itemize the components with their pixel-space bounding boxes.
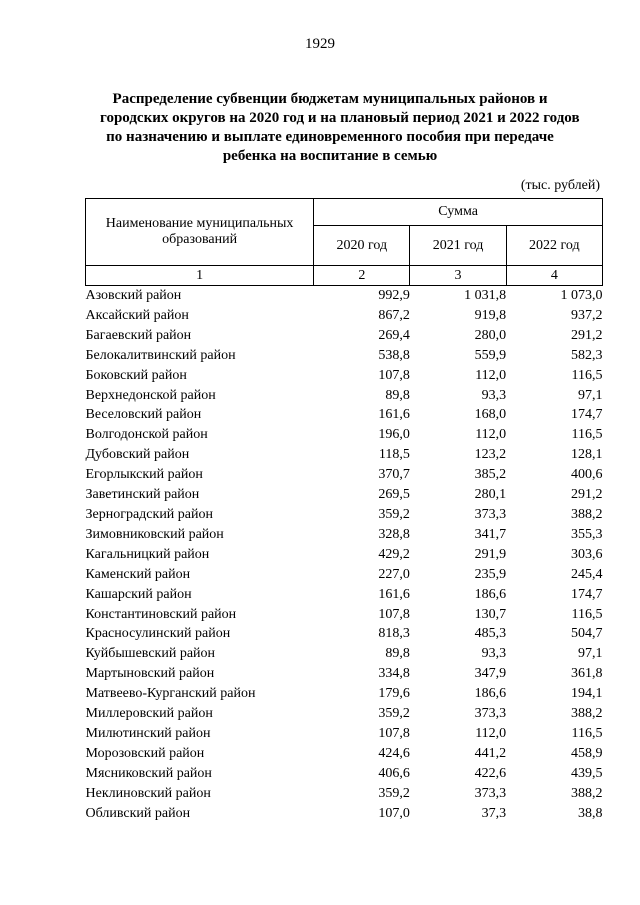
value-2020: 107,8 [378,367,410,383]
value-2021: 112,0 [475,725,507,741]
table-row [86,405,603,425]
municipality-name: Мартыновский район [85,666,215,682]
subvention-table [85,198,603,823]
value-2022: 116,5 [571,367,603,383]
value-2020: 107,0 [378,805,410,821]
value-2021: 373,3 [474,785,507,801]
value-2022: 582,3 [571,347,603,363]
value-2020: 538,8 [378,347,410,363]
units-note: (тыс. рублей) [520,178,600,193]
value-2020: 179,6 [378,686,410,702]
header-year-2022: 2022 год [506,226,602,266]
value-2020: 89,8 [385,387,410,403]
value-2020: 161,6 [378,586,410,602]
value-2022: 245,4 [571,566,603,582]
table-row [86,764,603,784]
value-2020: 406,6 [378,765,410,781]
municipality-name: Боковский район [85,367,187,383]
value-2020: 359,2 [378,785,410,801]
value-2021: 235,9 [474,566,507,582]
table-row [86,565,603,585]
value-2022: 400,6 [571,467,603,483]
value-2021: 422,6 [474,765,507,781]
table-row [86,704,603,724]
table-row [86,724,603,744]
value-2022: 194,1 [571,686,603,702]
value-2021: 919,8 [474,307,507,323]
table-row [86,366,603,386]
value-2021: 280,1 [474,487,507,503]
value-2020: 867,2 [378,307,410,323]
value-2022: 116,5 [571,606,603,622]
value-2020: 818,3 [378,626,410,642]
municipality-name: Неклиновский район [85,785,211,801]
municipality-name: Каменский район [85,566,191,582]
municipality-name: Зимовниковский район [85,526,224,542]
value-2022: 291,2 [571,327,603,343]
table-row [86,505,603,525]
value-2021: 123,2 [474,447,507,463]
value-2021: 93,3 [481,646,507,662]
title-line: Распределение субвенции бюджетам муниципальных районов и [112,91,548,107]
municipality-name: Багаевский район [85,327,192,343]
value-2022: 361,8 [571,666,603,682]
value-2022: 38,8 [578,805,603,821]
value-2022: 116,5 [571,725,603,741]
value-2020: 118,5 [378,447,410,463]
municipality-name: Миллеровский район [85,706,213,722]
value-2022: 937,2 [571,307,603,323]
value-2022: 128,1 [571,447,603,463]
value-2022: 388,2 [571,506,603,522]
value-2020: 107,8 [378,606,410,622]
value-2020: 429,2 [378,546,410,562]
value-2022: 458,9 [571,745,603,761]
header-name-column: Наименование муниципальных образований [86,199,314,266]
value-2020: 227,0 [378,566,410,582]
header-sum: Сумма [314,199,603,226]
value-2020: 161,6 [378,407,410,423]
value-2021: 1 031,8 [464,288,507,303]
value-2022: 116,5 [571,427,603,443]
value-2022: 1 073,0 [560,288,603,303]
municipality-name: Куйбышевский район [85,646,216,662]
table-row [86,744,603,764]
value-2021: 373,3 [474,506,507,522]
municipality-name: Константиновский район [85,606,237,622]
table-row [86,286,603,306]
municipality-name: Веселовский район [85,407,202,423]
table-row [86,644,603,664]
header-col-number: 4 [506,266,602,286]
value-2021: 37,3 [481,805,507,821]
table-row [86,485,603,505]
value-2022: 291,2 [571,487,603,503]
table-body [86,286,603,824]
value-2022: 388,2 [571,706,603,722]
municipality-name: Мясниковский район [85,765,212,781]
value-2020: 196,0 [378,427,410,443]
value-2022: 97,1 [578,387,603,403]
value-2021: 347,9 [474,666,507,682]
value-2022: 174,7 [571,407,603,423]
title-line: городских округов на 2020 год и на плановый период 2021 и 2022 годов [100,110,580,126]
value-2021: 168,0 [474,407,507,423]
table-row [86,684,603,704]
municipality-name: Белокалитвинский район [85,347,236,363]
value-2022: 388,2 [571,785,603,801]
municipality-name: Морозовский район [85,745,205,761]
title-line: по назначению и выплате единовременного пособия при передаче [106,129,554,145]
table-row [86,445,603,465]
table-row [86,525,603,545]
municipality-name: Егорлыкский район [85,467,203,483]
municipality-name: Кашарский район [85,586,192,602]
table-row [86,605,603,625]
header-year-2020: 2020 год [314,226,410,266]
municipality-name: Милютинский район [85,725,211,741]
municipality-name: Верхнедонской район [85,387,216,403]
title-line: ребенка на воспитание в семью [222,148,438,164]
value-2021: 130,7 [474,606,507,622]
municipality-name: Красносулинский район [85,626,231,642]
header-col-number: 2 [314,266,410,286]
value-2021: 341,7 [474,526,507,542]
value-2020: 370,7 [378,467,410,483]
value-2022: 303,6 [571,546,603,562]
value-2021: 373,3 [474,706,507,722]
value-2022: 504,7 [571,626,603,642]
value-2021: 112,0 [475,367,507,383]
value-2021: 93,3 [481,387,507,403]
table-row [86,545,603,565]
table-row [86,784,603,804]
municipality-name: Аксайский район [85,307,189,323]
table-row [86,346,603,366]
value-2021: 441,2 [474,745,507,761]
table-row [86,306,603,326]
table-row [86,465,603,485]
value-2020: 359,2 [378,506,410,522]
municipality-name: Азовский район [85,288,182,303]
value-2021: 559,9 [474,347,507,363]
value-2022: 97,1 [578,646,603,662]
municipality-name: Матвеево-Курганский район [85,686,256,702]
value-2020: 269,4 [378,327,410,343]
value-2022: 174,7 [571,586,603,602]
municipality-name: Кагальницкий район [85,546,210,562]
value-2021: 186,6 [474,586,507,602]
header-year-2021: 2021 год [410,226,506,266]
value-2020: 89,8 [385,646,410,662]
header-col-number: 3 [410,266,506,286]
value-2020: 107,8 [378,725,410,741]
table-row [86,386,603,406]
table-row [86,664,603,684]
value-2021: 112,0 [475,427,507,443]
document-title [100,90,580,166]
value-2022: 439,5 [571,765,603,781]
value-2020: 424,6 [378,745,410,761]
table-row [86,624,603,644]
municipality-name: Зерноградский район [85,506,213,522]
value-2020: 334,8 [378,666,410,682]
value-2021: 485,3 [474,626,507,642]
page-number: 1929 [305,36,335,52]
value-2020: 328,8 [378,526,410,542]
municipality-name: Обливский район [85,805,191,821]
header-col-number: 1 [86,266,314,286]
table-row [86,425,603,445]
table-row [86,585,603,605]
value-2020: 992,9 [378,288,410,303]
value-2021: 291,9 [474,546,507,562]
value-2020: 359,2 [378,706,410,722]
value-2022: 355,3 [571,526,603,542]
municipality-name: Волгодонской район [85,427,208,443]
value-2021: 186,6 [474,686,507,702]
table-row [86,804,603,824]
municipality-name: Дубовский район [85,447,190,463]
value-2020: 269,5 [378,487,410,503]
value-2021: 385,2 [474,467,507,483]
table-row [86,326,603,346]
value-2021: 280,0 [474,327,507,343]
municipality-name: Заветинский район [85,487,200,503]
